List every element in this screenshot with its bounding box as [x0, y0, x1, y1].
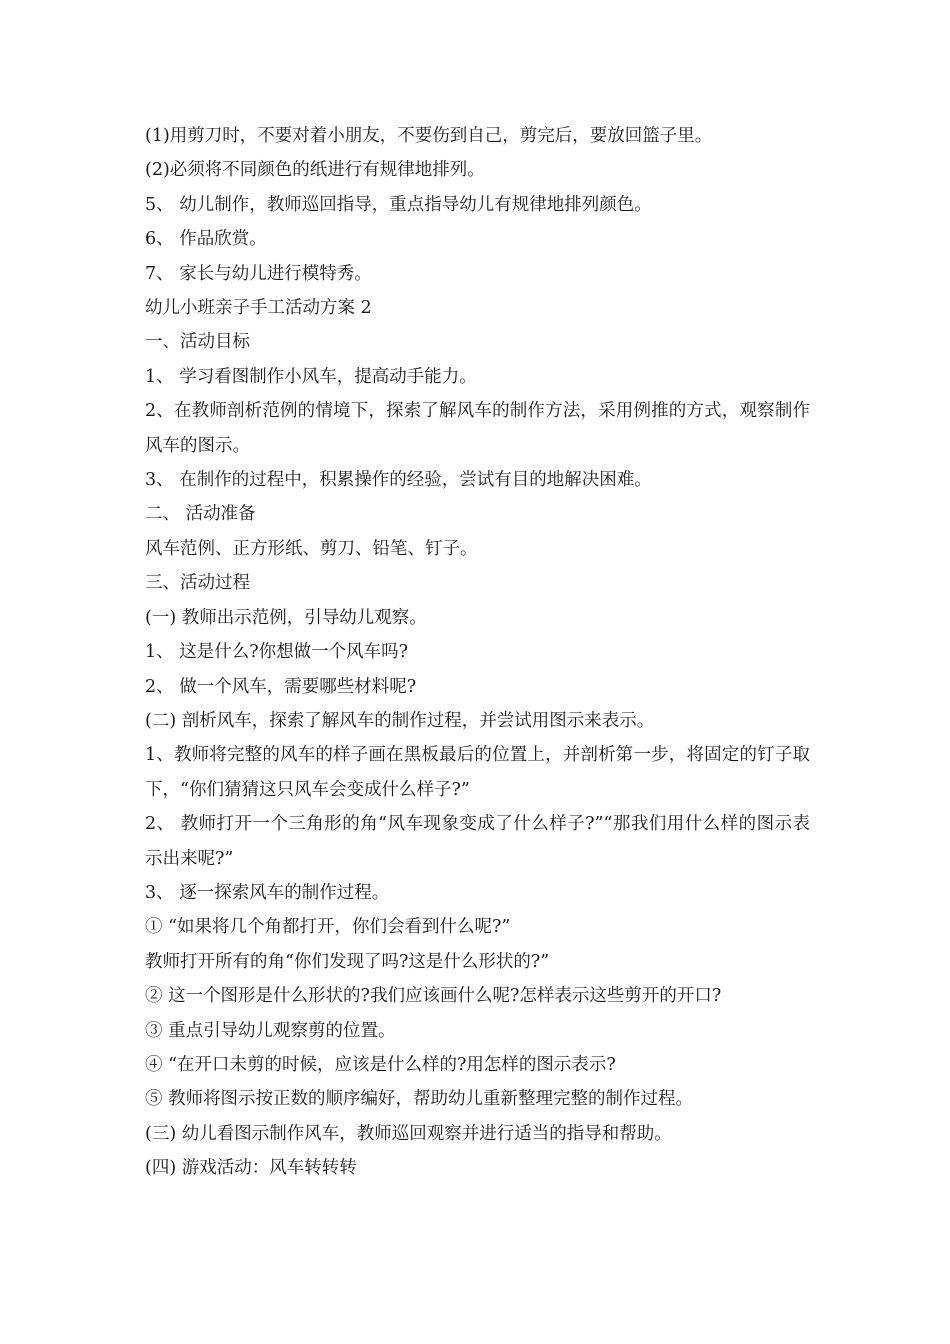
sub-step-2: ② 这一个图形是什么形状的?我们应该画什么呢?怎样表示这些剪开的开口? — [145, 986, 722, 1007]
safety-rule-2: (2)必须将不同颜色的纸进行有规律地排列。 — [145, 160, 485, 181]
goal-3: 3、 在制作的过程中，积累操作的经验，尝试有目的地解决困难。 — [145, 470, 652, 491]
process-part-1: (一) 教师出示范例，引导幼儿观察。 — [145, 607, 427, 628]
sub-step-5: ⑤ 教师将图示按正数的顺序编好，帮助幼儿重新整理完整的制作过程。 — [145, 1089, 694, 1110]
sub-step-3: ③ 重点引导幼儿观察剪的位置。 — [145, 1020, 396, 1041]
question-1: 1、 这是什么?你想做一个风车吗? — [145, 642, 408, 663]
step-6: 6、 作品欣赏。 — [145, 229, 267, 250]
question-2: 2、 做一个风车，需要哪些材料呢? — [145, 676, 417, 697]
process-part-3: (三) 幼儿看图示制作风车，教师巡回观察并进行适当的指导和帮助。 — [145, 1123, 672, 1144]
heading-process: 三、活动过程 — [145, 573, 250, 594]
teacher-action: 教师打开所有的角“你们发现了吗?这是什么形状的?” — [145, 951, 550, 972]
heading-preparation: 二、 活动准备 — [145, 504, 256, 525]
analysis-step-3: 3、 逐一探索风车的制作过程。 — [145, 882, 390, 903]
heading-goals: 一、活动目标 — [145, 332, 250, 353]
process-part-2: (二) 剖析风车，探索了解风车的制作过程，并尝试用图示来表示。 — [145, 710, 655, 731]
document-body — [145, 119, 810, 1186]
step-7: 7、 家长与幼儿进行模特秀。 — [145, 263, 372, 284]
materials: 风车范例、正方形纸、剪刀、铅笔、钉子。 — [145, 538, 478, 559]
goal-2: 2、在教师剖析范例的情境下，探索了解风车的制作方法，采用例推的方式，观察制作风车的图示。 — [145, 401, 810, 456]
goal-1: 1、 学习看图制作小风车，提高动手能力。 — [145, 366, 477, 387]
safety-rule-1: (1)用剪刀时，不要对着小朋友，不要伤到自己，剪完后，要放回篮子里。 — [145, 126, 713, 146]
section-title: 幼儿小班亲子手工活动方案 2 — [145, 298, 372, 319]
analysis-step-2: 2、 教师打开一个三角形的角“风车现象变成了什么样子?”“那我们用什么样的图示表示出来呢?” — [145, 814, 810, 869]
process-part-4: (四) 游戏活动：风车转转转 — [145, 1158, 357, 1179]
step-5: 5、 幼儿制作，教师巡回指导，重点指导幼儿有规律地排列颜色。 — [145, 194, 652, 215]
analysis-step-1: 1、教师将完整的风车的样子画在黑板最后的位置上，并剖析第一步，将固定的钉子取下，“你们猜猜这只风车会变成什么样子?” — [145, 745, 810, 800]
sub-step-1: ① “如果将几个角都打开，你们会看到什么呢?” — [145, 917, 511, 938]
sub-step-4: ④ “在开口未剪的时候，应该是什么样的?用怎样的图示表示? — [145, 1054, 616, 1075]
